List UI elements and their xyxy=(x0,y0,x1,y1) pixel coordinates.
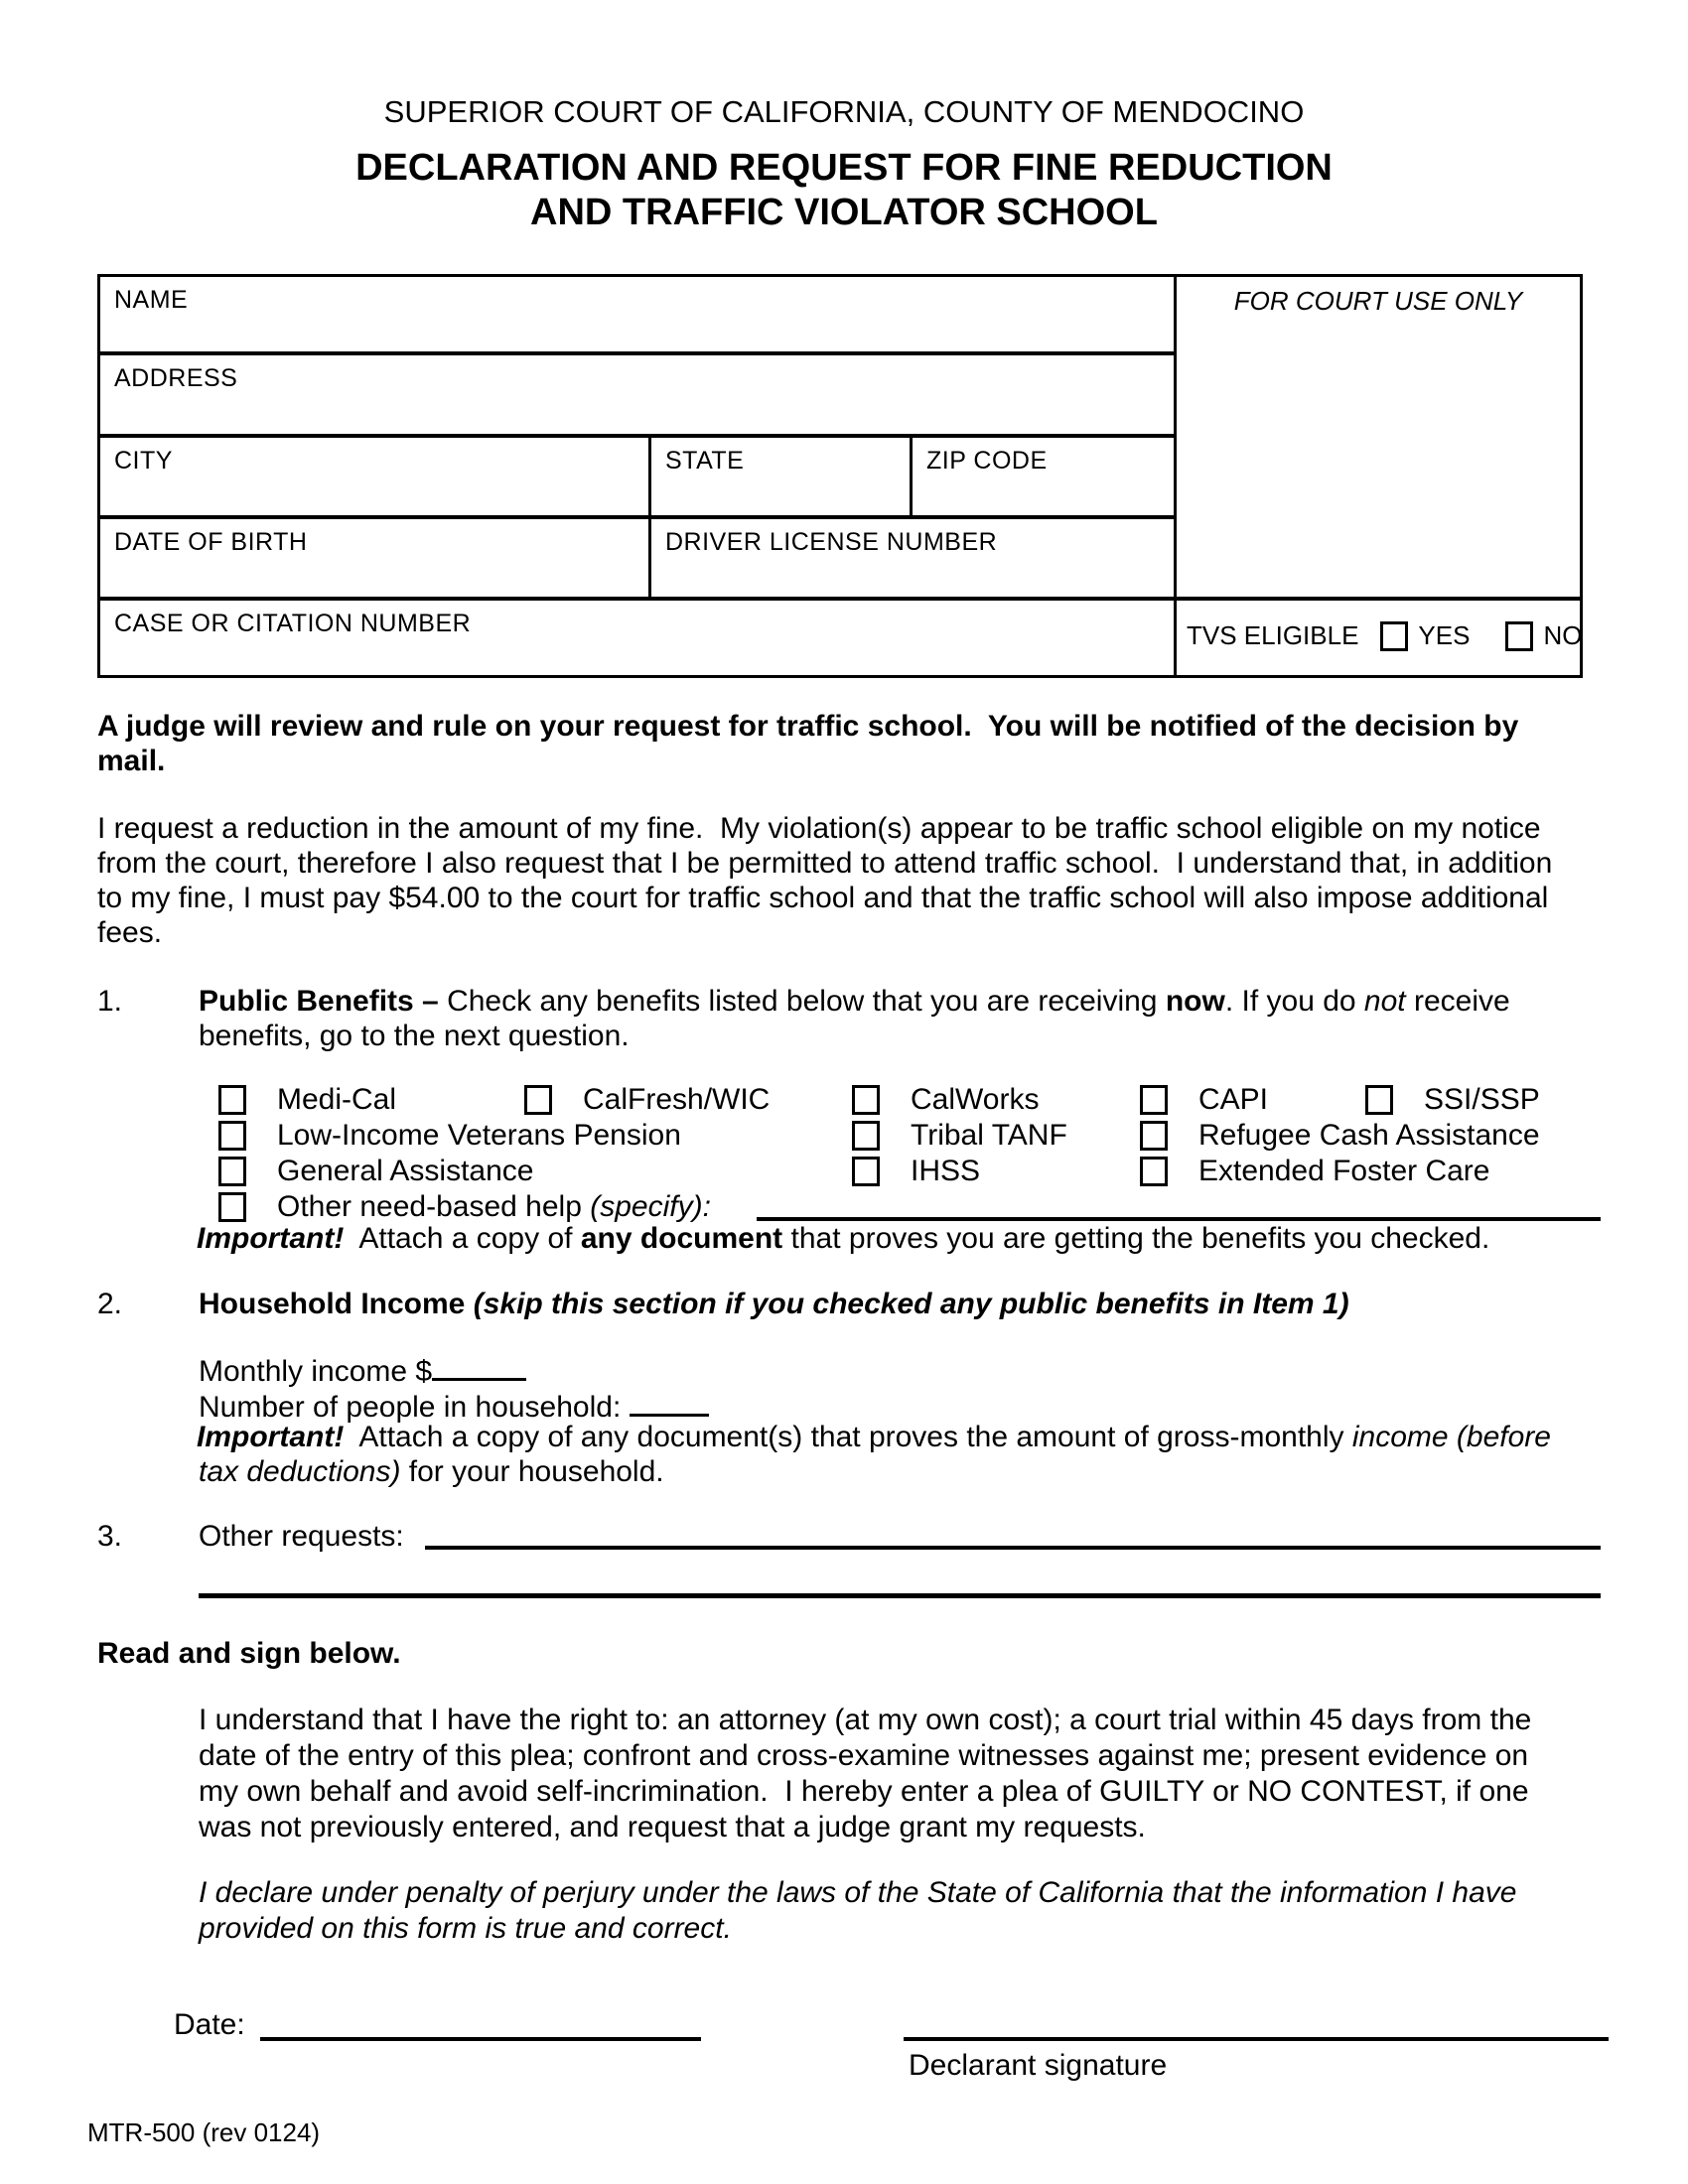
rights-line: I understand that I have the right to: an attorney (at my own cost); a court trial within 45 days from the xyxy=(199,1704,1532,1736)
benefit-item xyxy=(218,1156,533,1187)
other-requests-line-1[interactable] xyxy=(425,1546,1601,1550)
benefit-item-other xyxy=(218,1191,711,1223)
city-field[interactable] xyxy=(100,438,648,515)
perjury-declaration-paragraph xyxy=(199,1875,1516,1947)
tvs-eligible-area xyxy=(1177,601,1583,675)
household-size-blank[interactable] xyxy=(630,1386,709,1417)
benefit-item xyxy=(852,1120,1067,1152)
court-use-area xyxy=(1177,277,1580,597)
checkbox-refugee-cash-assistance[interactable] xyxy=(1140,1121,1168,1151)
benefit-label: CalFresh/WIC xyxy=(583,1083,771,1116)
other-requests-label: Other requests: xyxy=(199,1520,413,1553)
benefit-label: Low-Income Veterans Pension xyxy=(277,1119,681,1152)
benefit-item xyxy=(218,1120,681,1152)
benefit-label: IHSS xyxy=(911,1155,981,1187)
section2-number: 2. xyxy=(97,1288,123,1320)
monthly-income-row xyxy=(199,1350,526,1389)
section1-important-note: Important! Attach a copy of any document that proves you are getting the benefits you checked. xyxy=(197,1222,1490,1255)
benefit-item xyxy=(1140,1120,1540,1152)
judge-review-paragraph xyxy=(97,709,1518,778)
rights-paragraph xyxy=(199,1703,1531,1845)
checkbox-medi-cal[interactable] xyxy=(218,1085,246,1115)
tvs-yes-label: YES xyxy=(1418,620,1471,650)
request-line: I request a reduction in the amount of my fine. My violation(s) appear to be traffic school eligible on my notice xyxy=(97,812,1541,845)
benefit-item xyxy=(524,1084,770,1116)
section1-title: Public Benefits – xyxy=(199,985,448,1018)
date-label: Date: xyxy=(174,2008,245,2041)
judge-review-line: A judge will review and rule on your request for traffic school. You will be notified of the decision by xyxy=(97,710,1519,743)
benefit-label: General Assistance xyxy=(277,1155,534,1187)
city-label: CITY xyxy=(114,447,173,475)
checkbox-calworks[interactable] xyxy=(852,1085,880,1115)
benefit-label: Other need-based help (specify): xyxy=(277,1190,711,1223)
benefit-item xyxy=(1140,1084,1268,1116)
tvs-eligible-label: TVS ELIGIBLE xyxy=(1187,620,1359,650)
monthly-income-label: Monthly income $ xyxy=(199,1355,433,1388)
checkbox-other-need-based-help[interactable] xyxy=(218,1192,246,1222)
case-citation-label: CASE OR CITATION NUMBER xyxy=(114,610,472,637)
name-label: NAME xyxy=(114,286,189,314)
fine-reduction-request-paragraph xyxy=(97,811,1552,950)
declarant-signature-label: Declarant signature xyxy=(909,2049,1168,2082)
checkbox-low-income-veterans-pension[interactable] xyxy=(218,1121,246,1151)
benefit-item xyxy=(852,1084,1039,1116)
benefit-item xyxy=(1140,1156,1489,1187)
benefit-label: CalWorks xyxy=(911,1083,1040,1116)
benefit-label: SSI/SSP xyxy=(1424,1083,1540,1116)
benefit-label: Tribal TANF xyxy=(911,1119,1067,1152)
signature-line[interactable] xyxy=(904,2037,1609,2041)
declaration-line: I declare under penalty of perjury under the laws of the State of California that the information I have xyxy=(199,1876,1517,1909)
checkbox-extended-foster-care[interactable] xyxy=(1140,1157,1168,1186)
checkbox-ssi-ssp[interactable] xyxy=(1365,1085,1393,1115)
address-field[interactable] xyxy=(100,355,1174,434)
form-title-line2: AND TRAFFIC VIOLATOR SCHOOL xyxy=(530,192,1158,233)
court-name: SUPERIOR COURT OF CALIFORNIA, COUNTY OF MENDOCINO xyxy=(383,94,1305,129)
zip-code-label: ZIP CODE xyxy=(926,447,1048,475)
form-number: MTR-500 (rev 0124) xyxy=(87,2117,321,2147)
checkbox-tribal-tanf[interactable] xyxy=(852,1121,880,1151)
checkbox-calfresh-wic[interactable] xyxy=(524,1085,552,1115)
address-label: ADDRESS xyxy=(114,364,238,392)
section1-intro-line1: Public Benefits – Check any benefits listed below that you are receiving now. If you do not receive xyxy=(199,985,1510,1018)
checkbox-general-assistance[interactable] xyxy=(218,1157,246,1186)
section2-important-line1: Important! Attach a copy of any document(s) that proves the amount of gross-monthly income (before xyxy=(197,1421,1551,1453)
driver-license-field[interactable] xyxy=(651,519,1174,597)
benefit-label: Extended Foster Care xyxy=(1198,1155,1490,1187)
driver-license-label: DRIVER LICENSE NUMBER xyxy=(665,528,998,556)
checkbox-ihss[interactable] xyxy=(852,1157,880,1186)
benefit-item xyxy=(1365,1084,1540,1116)
date-line[interactable] xyxy=(260,2037,701,2041)
household-size-label: Number of people in household: xyxy=(199,1391,630,1424)
request-line: from the court, therefore I also request that I be permitted to attend traffic school. I understand that, in addition xyxy=(97,847,1553,880)
benefit-label: Medi-Cal xyxy=(277,1083,397,1116)
benefit-item xyxy=(218,1084,396,1116)
benefit-label: Refugee Cash Assistance xyxy=(1198,1119,1540,1152)
section2-important-line2: tax deductions) for your household. xyxy=(199,1455,664,1488)
checkbox-capi[interactable] xyxy=(1140,1085,1168,1115)
declaration-line: provided on this form is true and correct. xyxy=(199,1912,732,1945)
read-and-sign-heading: Read and sign below. xyxy=(97,1637,401,1670)
rights-line: my own behalf and avoid self-incrimination. I hereby enter a plea of GUILTY or NO CONTEST, if one xyxy=(199,1775,1529,1808)
benefit-label: CAPI xyxy=(1198,1083,1269,1116)
form-title xyxy=(0,146,1688,235)
checkbox-tvs-no[interactable] xyxy=(1505,621,1533,651)
section1-number: 1. xyxy=(97,985,123,1018)
other-requests-line-2[interactable] xyxy=(199,1593,1601,1598)
info-table xyxy=(97,274,1583,678)
rights-line: date of the entry of this plea; confront and cross-examine witnesses against me; present evidence on xyxy=(199,1739,1529,1772)
zip-code-field[interactable] xyxy=(913,438,1174,515)
section1-intro-line2: benefits, go to the next question. xyxy=(199,1020,630,1052)
name-field[interactable] xyxy=(100,277,1174,351)
monthly-income-blank[interactable] xyxy=(432,1350,526,1381)
tvs-eligible-row xyxy=(1187,620,1583,651)
request-line: fees. xyxy=(97,916,163,949)
checkbox-tvs-yes[interactable] xyxy=(1380,621,1408,651)
section2-title: Household Income (skip this section if you checked any public benefits in Item 1) xyxy=(199,1288,1349,1320)
date-of-birth-field[interactable] xyxy=(100,519,648,597)
tvs-no-label: NO xyxy=(1543,620,1583,650)
judge-review-line: mail. xyxy=(97,745,166,777)
state-label: STATE xyxy=(665,447,745,475)
form-title-line1: DECLARATION AND REQUEST FOR FINE REDUCTION xyxy=(355,147,1333,189)
rights-line: was not previously entered, and request that a judge grant my requests. xyxy=(199,1811,1146,1843)
section3-number: 3. xyxy=(97,1520,123,1553)
case-citation-field[interactable] xyxy=(100,601,1174,675)
date-of-birth-label: DATE OF BIRTH xyxy=(114,528,308,556)
benefit-item xyxy=(852,1156,980,1187)
state-field[interactable] xyxy=(651,438,910,515)
court-use-label: FOR COURT USE ONLY xyxy=(1233,286,1523,316)
request-line: to my fine, I must pay $54.00 to the court for traffic school and that the traffic school will also impose additional xyxy=(97,882,1549,914)
